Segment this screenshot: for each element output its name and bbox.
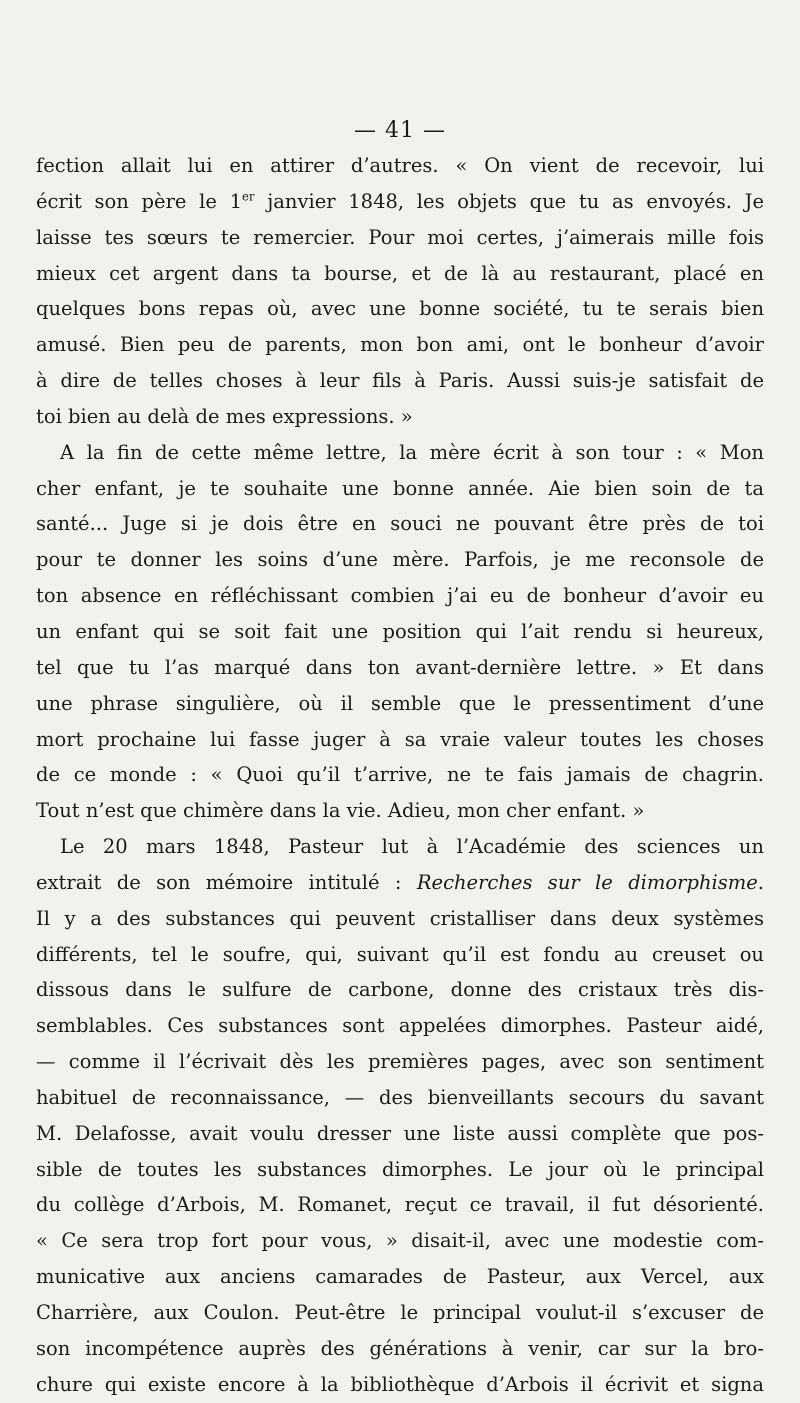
text-line: de ce monde : « Quoi qu’il t’arrive, ne te fais jamais de chagrin. (36, 763, 764, 787)
text-line: — comme il l’écrivait dès les premières pages, avec son sentiment (36, 1050, 764, 1074)
text-line: semblables. Ces substances sont appelées dimorphes. Pasteur aidé, (36, 1014, 764, 1038)
page-number: — 41 — (354, 118, 446, 143)
text-line: mort prochaine lui fasse juger à sa vraie valeur toutes les choses (36, 727, 764, 751)
text-line: Le 20 mars 1848, Pasteur lut à l’Académie des sciences un (60, 835, 764, 859)
body-text (36, 148, 764, 1403)
text-line: une phrase singulière, où il semble que le pressentiment d’une (36, 691, 764, 715)
text-line: un enfant qui se soit fait une position qui l’ait rendu si heureux, (36, 619, 764, 643)
text-line: son incompétence auprès des générations à venir, car sur la bro- (36, 1336, 764, 1360)
text-line: pour te donner les soins d’une mère. Parfois, je me reconsole de (36, 548, 764, 572)
text-line: toi bien au delà de mes expressions. » (36, 404, 413, 428)
text-line: « Ce sera trop fort pour vous, » disait-il, avec une modestie com- (36, 1229, 764, 1253)
text-fragment: extrait de son mémoire intitulé : (36, 870, 417, 894)
text-line: cher enfant, je te souhaite une bonne année. Aie bien soin de ta (36, 476, 764, 500)
text-line: du collège d’Arbois, M. Romanet, reçut ce travail, il fut désorienté. (36, 1193, 764, 1217)
text-fragment: janvier 1848, les objets que tu as envoyés. Je (254, 189, 764, 213)
text-line: sible de toutes les substances dimorphes. Le jour où le principal (36, 1157, 764, 1181)
text-line: Tout n’est que chimère dans la vie. Adieu, mon cher enfant. » (36, 799, 645, 823)
text-line: santé... Juge si je dois être en souci ne pouvant être près de toi (36, 512, 764, 536)
text-line: différents, tel le soufre, qui, suivant qu’il est fondu au creuset ou (36, 942, 764, 966)
text-line (36, 184, 764, 220)
text-line: à dire de telles choses à leur fils à Paris. Aussi suis-je satisfait de (36, 369, 764, 393)
text-line: dissous dans le sulfure de carbone, donne des cristaux très dis- (36, 978, 764, 1002)
text-line: ton absence en réfléchissant combien j’ai eu de bonheur d’avoir eu (36, 584, 764, 608)
text-line: M. Delafosse, avait voulu dresser une liste aussi complète que pos- (36, 1121, 764, 1145)
memoir-title: Recherches sur le dimorphisme (416, 870, 758, 894)
text-fragment: . (757, 870, 764, 894)
text-line: municative aux anciens camarades de Pasteur, aux Vercel, aux (36, 1265, 764, 1289)
text-line: mieux cet argent dans ta bourse, et de là au restaurant, placé en (36, 261, 764, 285)
text-line: A la fin de cette même lettre, la mère écrit à son tour : « Mon (60, 440, 764, 464)
text-line: laisse tes sœurs te remercier. Pour moi certes, j’aimerais mille fois (36, 225, 764, 249)
text-line: quelques bons repas où, avec une bonne société, tu te serais bien (36, 297, 764, 321)
text-line: chure qui existe encore à la bibliothèque d’Arbois il écrivit et signa (36, 1372, 764, 1396)
text-line: Charrière, aux Coulon. Peut-être le principal voulut-il s’excuser de (36, 1301, 764, 1324)
text-line: amusé. Bien peu de parents, mon bon ami, ont le bonheur d’avoir (36, 333, 764, 357)
text-line: fection allait lui en attirer d’autres. « On vient de recevoir, lui (36, 154, 764, 177)
ordinal-superscript: er (242, 189, 255, 204)
text-fragment: écrit son père le 1 (36, 189, 243, 213)
text-line: habituel de reconnaissance, — des bienveillants secours du savant (36, 1085, 764, 1109)
text-line: Il y a des substances qui peuvent cristalliser dans deux systèmes (36, 906, 764, 930)
text-line: tel que tu l’as marqué dans ton avant-dernière lettre. » Et dans (36, 655, 764, 679)
text-line (36, 865, 764, 901)
